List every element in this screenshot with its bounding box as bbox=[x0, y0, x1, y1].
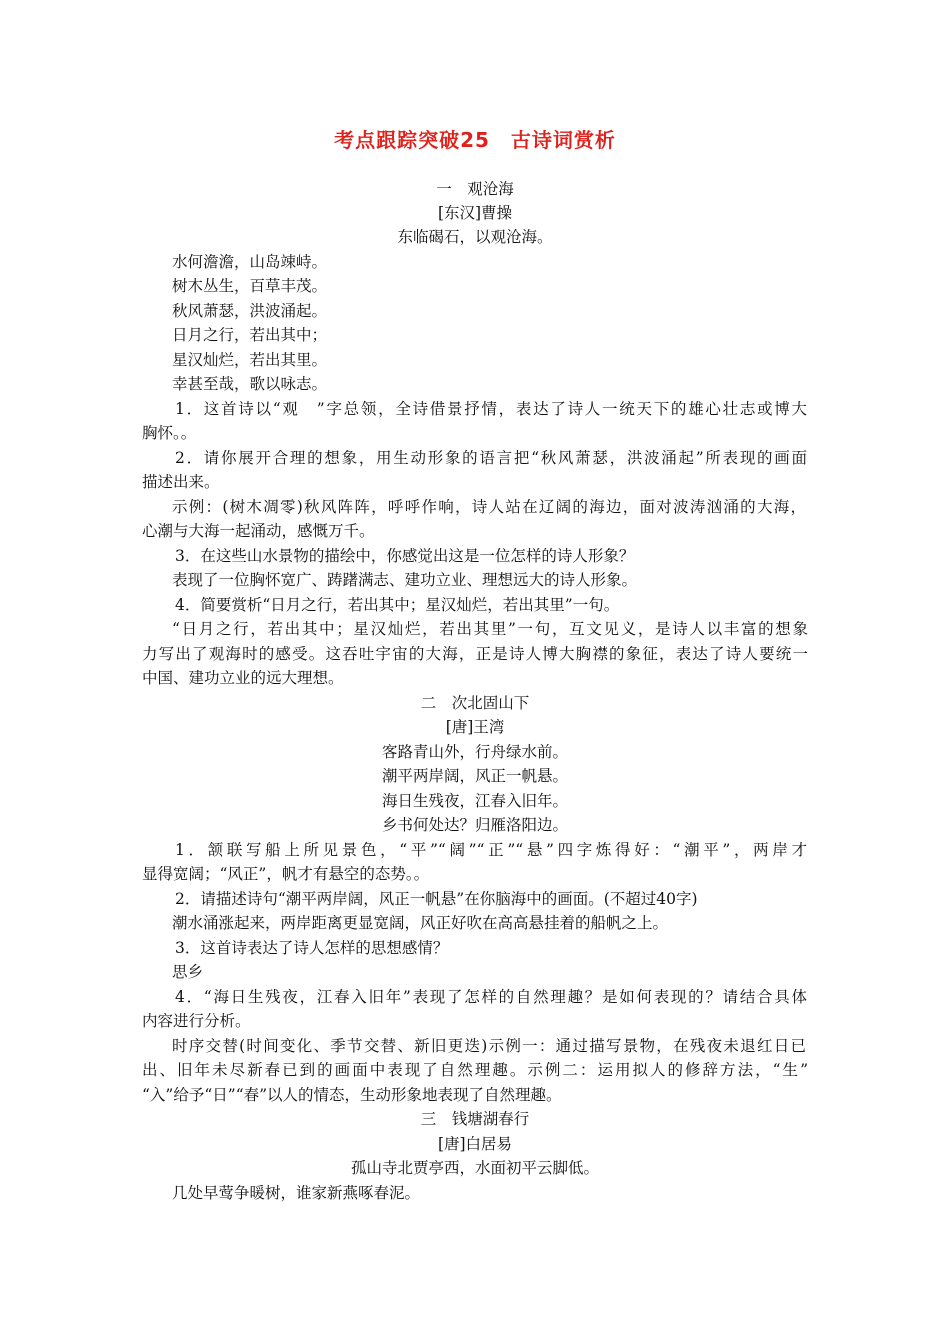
poem-line: 海日生残夜，江春入旧年。 bbox=[381, 792, 568, 810]
poem-line: 乡书何处达？归雁洛阳边。 bbox=[381, 816, 568, 834]
poem-line: 树木丛生，百草丰茂。 bbox=[172, 277, 328, 295]
question-text: 2．请描述诗句“潮平两岸阔，风正一帆悬”在你脑海中的画面。(不超过40字) bbox=[175, 890, 698, 908]
poem-line: 秋风萧瑟，洪波涌起。 bbox=[172, 302, 328, 320]
question-text: 1．这首诗以“观 ”字总领，全诗借景抒情，表达了诗人一统天下的雄心壮志或博大 bbox=[175, 400, 807, 418]
poem-author: [东汉]曹操 bbox=[437, 204, 513, 222]
poem-line: 几处早莺争暖树，谁家新燕啄春泥。 bbox=[172, 1184, 421, 1202]
poem-line: 潮平两岸阔，风正一帆悬。 bbox=[381, 767, 568, 785]
poem-line: 客路青山外，行舟绿水前。 bbox=[381, 743, 568, 761]
answer-text: “日月之行，若出其中；星汉灿烂，若出其里”一句，互文见义，是诗人以丰富的想象 bbox=[172, 620, 808, 638]
question-text: 3．在这些山水景物的描绘中，你感觉出这是一位怎样的诗人形象？ bbox=[175, 547, 635, 565]
question-text: 4．简要赏析“日月之行，若出其中；星汉灿烂，若出其里”一句。 bbox=[175, 596, 620, 614]
answer-text: 中国、建功立业的远大理想。 bbox=[142, 669, 344, 687]
poem-line: 日月之行，若出其中； bbox=[172, 326, 328, 344]
question-text: 胸怀。。 bbox=[142, 424, 197, 442]
answer-text: 力写出了观海时的感受。这吞吐宇宙的大海，正是诗人博大胸襟的象征，表达了诗人要统一 bbox=[142, 645, 808, 663]
question-text: 内容进行分析。 bbox=[142, 1012, 251, 1030]
answer-text: 示例：(树木凋零)秋风阵阵，呼呼作响，诗人站在辽阔的海边，面对波涛汹涌的大海， bbox=[172, 498, 806, 516]
answer-text: “入”给予“日”“春”以人的情态，生动形象地表现了自然理趣。 bbox=[142, 1086, 562, 1104]
answer-text: 思乡 bbox=[172, 963, 204, 981]
question-text: 4．“海日生残夜，江春入旧年”表现了怎样的自然理趣？是如何表现的？请结合具体 bbox=[175, 988, 807, 1006]
poem-heading: 三 钱塘湖春行 bbox=[420, 1110, 530, 1128]
poem-author: [唐]王湾 bbox=[445, 718, 505, 736]
answer-text: 出、旧年未尽新春已到的画面中表现了自然理趣。示例二：运用拟人的修辞方法，“生” bbox=[142, 1061, 808, 1079]
page-title: 考点跟踪突破25 古诗词赏析 bbox=[334, 128, 616, 152]
poem-heading: 一 观沧海 bbox=[436, 180, 514, 198]
poem-line: 水何澹澹，山岛竦峙。 bbox=[172, 253, 328, 271]
poem-line: 孤山寺北贾亭西，水面初平云脚低。 bbox=[350, 1159, 599, 1177]
poem-heading: 二 次北固山下 bbox=[420, 694, 530, 712]
poem-author: [唐]白居易 bbox=[437, 1135, 513, 1153]
answer-text: 潮水涌涨起来，两岸距离更显宽阔，风正好吹在高高悬挂着的船帆之上。 bbox=[172, 914, 669, 932]
question-text: 描述出来。 bbox=[142, 473, 220, 491]
poem-line: 东临碣石，以观沧海。 bbox=[397, 228, 553, 246]
poem-line: 幸甚至哉，歌以咏志。 bbox=[172, 375, 328, 393]
question-text: 显得宽阔；“风正”，帆才有悬空的态势。。 bbox=[142, 865, 430, 883]
answer-text: 表现了一位胸怀宽广、踌躇满志、建功立业、理想远大的诗人形象。 bbox=[172, 571, 638, 589]
answer-text: 心潮与大海一起涌动，感慨万千。 bbox=[142, 522, 375, 540]
poem-line: 星汉灿烂，若出其里。 bbox=[172, 351, 328, 369]
question-text: 2．请你展开合理的想象，用生动形象的语言把“秋风萧瑟，洪波涌起”所表现的画面 bbox=[175, 449, 807, 467]
answer-text: 时序交替(时间变化、季节交替、新旧更迭)示例一：通过描写景物，在残夜未退红日已 bbox=[172, 1037, 806, 1055]
question-text: 1．颔联写船上所见景色，“平”“阔”“正”“悬”四字炼得好：“潮平”，两岸才 bbox=[175, 841, 807, 859]
question-text: 3．这首诗表达了诗人怎样的思想感情？ bbox=[175, 939, 449, 957]
